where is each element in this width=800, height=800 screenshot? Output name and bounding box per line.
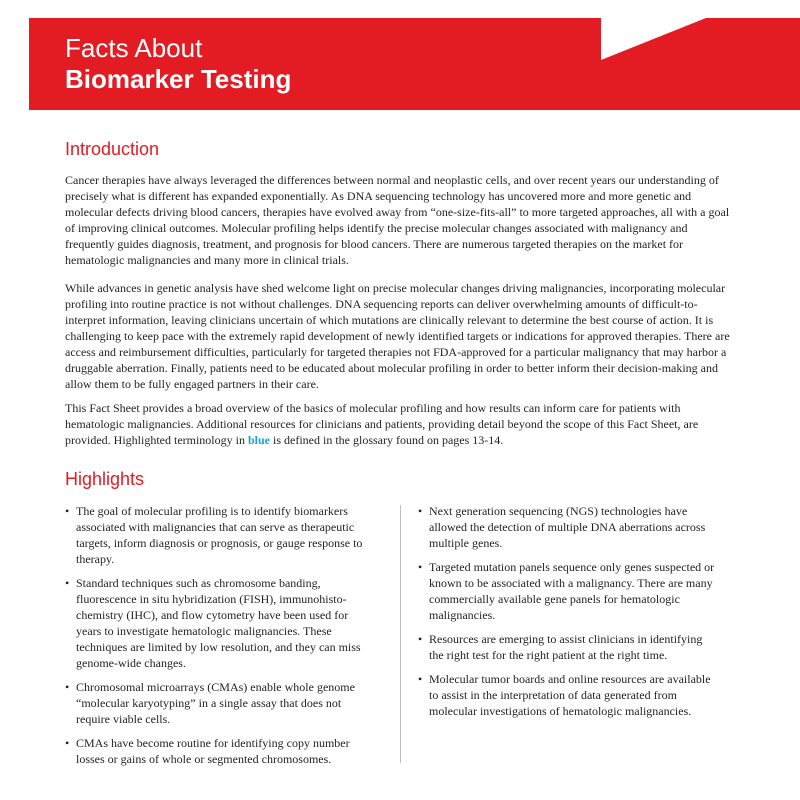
introduction-heading: Introduction xyxy=(65,139,160,159)
highlight-item: • Targeted mutation panels sequence only genes suspected or known to be associated with a malignancy. There are many commercially available gene panels for hematologic malignancies. xyxy=(418,559,718,623)
column-divider xyxy=(400,505,401,763)
intro-paragraph-2: While advances in genetic analysis have shed welcome light on precise molecular changes driving malignancies, incorporating molecular profiling into routine practice is not without challenges. DNA sequencing reports can deliver overwhelming amounts of difficult-to-interpret information, leaving clinicians uncertain of which mutations are clinically relevant to determine the best course of action. It is challenging to keep pace with the extremely rapid development of newly identified targets or indications for approved therapies. There are access and reimbursement difficulties, particularly for targeted therapies not FDA-approved for a particular malignancy that may harbor a druggable aberration. Finally, patients need to be educated about molecular profiling in order to better inform their decision-making and allow them to be fully engaged partners in their care. xyxy=(65,281,730,391)
highlight-item: • Chromosomal microarrays (CMAs) enable whole genome “molecular karyotyping” in a single assay that does not require viable cells. xyxy=(65,679,365,727)
highlight-item: • The goal of molecular profiling is to identify biomarkers associated with malignancies that can serve as therapeutic targets, inform diagnosis or prognosis, or gauge response to therapy. xyxy=(65,503,365,567)
highlight-item: • CMAs have become routine for identifying copy number losses or gains of whole or segmented chromosomes. xyxy=(65,735,365,767)
page-title-line2: Biomarker Testing xyxy=(65,64,292,94)
intro-paragraph-3 xyxy=(65,400,737,448)
highlights-heading: Highlights xyxy=(65,469,145,489)
highlight-item: • Next generation sequencing (NGS) technologies have allowed the detection of multiple DNA aberrations across multiple genes. xyxy=(418,503,718,551)
page-title-line1: Facts About xyxy=(65,33,203,63)
glossary-blue-term: blue xyxy=(247,433,270,447)
intro-paragraph-1: Cancer therapies have always leveraged the differences between normal and neoplastic cells, and over recent years our understanding of precisely what is different has expanded exponentially. As DNA sequencing technology has uncovered more and more genetic and molecular defects driving blood cancers, therapies have evolved away from “one-size-fits-all” to more targeted approaches, all with a goal of improving clinical outcomes. Molecular profiling helps identify the precise molecular changes associated with malignancy and frequently guides diagnosis, treatment, and prognosis for blood cancers. There are numerous targeted therapies on the market for hematologic malignancies and many more in clinical trials. xyxy=(65,173,730,267)
highlight-item: • Molecular tumor boards and online resources are available to assist in the interpretation of data generated from molecular investigations of hematologic malignancies. xyxy=(418,671,718,719)
intro-p3-text-b: is defined in the glossary found on pages 13-14. xyxy=(270,433,504,447)
intro-p3-text-a: This Fact Sheet provides a broad overview of the basics of molecular profiling and how results can inform care for patients with hematologic malignancies. Additional resources for clinicians and patients, providing detail beyond the scope of this Fact Sheet, are provided. Highlighted terminology in xyxy=(65,401,699,447)
highlights-right-column xyxy=(418,503,718,727)
highlight-item: • Resources are emerging to assist clinicians in identifying the right test for the right patient at the right time. xyxy=(418,631,718,663)
banner-corner-notch xyxy=(601,0,751,60)
highlights-left-column xyxy=(65,503,365,775)
highlight-item: • Standard techniques such as chromosome banding, fluorescence in situ hybridization (FISH), immunohisto-chemistry (IHC), and flow cytometry have been used for years to investigate hematologic malignancies. These techniques are limited by low resolution, and they can miss genome-wide changes. xyxy=(65,575,365,671)
